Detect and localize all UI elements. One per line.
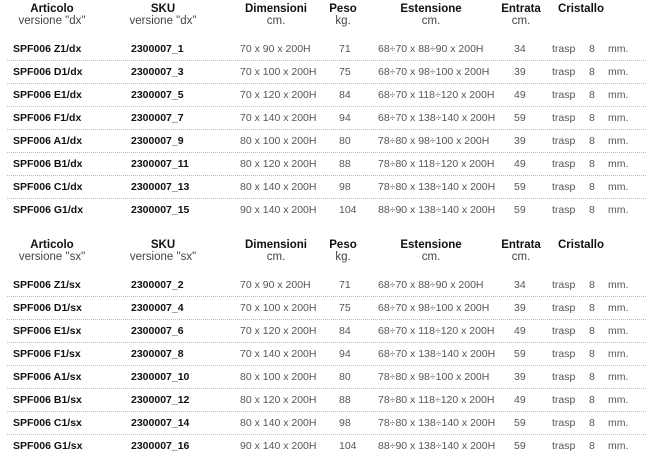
header-dimensioni-sub: cm.: [266, 251, 286, 263]
col-estensione: [386, 3, 476, 27]
cell-unit: mm.: [608, 394, 629, 406]
cell-entrata: 59: [514, 112, 526, 124]
cell-sku: 2300007_4: [131, 302, 184, 314]
header-cristallo: Cristallo: [557, 3, 604, 15]
cell-articolo: SPF006 Z1/dx: [13, 43, 82, 55]
cell-cristallo: trasp: [552, 302, 576, 314]
cell-cristallo: trasp: [552, 394, 576, 406]
cell-entrata: 34: [514, 43, 526, 55]
cell-spessore: 8: [589, 112, 595, 124]
cell-spessore: 8: [589, 66, 595, 78]
cell-dimensioni: 70 x 140 x 200H: [240, 112, 317, 124]
header-dimensioni: Dimensioni: [245, 3, 307, 15]
cell-entrata: 39: [514, 302, 526, 314]
cell-unit: mm.: [608, 325, 629, 337]
col-cristallo: [552, 239, 610, 251]
cell-articolo: SPF006 E1/dx: [13, 89, 82, 101]
header-entrata-sub: cm.: [511, 251, 531, 263]
cell-unit: mm.: [608, 348, 629, 360]
cell-cristallo: trasp: [552, 325, 576, 337]
header-sku-sub: versione "sx": [129, 251, 197, 263]
cell-articolo: SPF006 B1/sx: [13, 394, 82, 406]
cell-estensione: 68÷70 x 98÷100 x 200H: [378, 66, 490, 78]
cell-spessore: 8: [589, 394, 595, 406]
cell-unit: mm.: [608, 89, 629, 101]
cell-estensione: 68÷70 x 138÷140 x 200H: [378, 112, 496, 124]
cell-peso: 98: [339, 181, 351, 193]
cell-entrata: 39: [514, 371, 526, 383]
cell-cristallo: trasp: [552, 440, 576, 452]
cell-peso: 71: [339, 279, 351, 291]
cell-unit: mm.: [608, 112, 629, 124]
header-peso: Peso: [329, 239, 357, 251]
header-estensione: Estensione: [400, 3, 462, 15]
cell-dimensioni: 80 x 120 x 200H: [240, 394, 317, 406]
header-sku: SKU: [150, 239, 176, 251]
cell-sku: 2300007_12: [131, 394, 190, 406]
cell-dimensioni: 70 x 120 x 200H: [240, 325, 317, 337]
cell-estensione: 68÷70 x 88÷90 x 200H: [378, 43, 484, 55]
cell-spessore: 8: [589, 279, 595, 291]
cell-entrata: 59: [514, 348, 526, 360]
cell-cristallo: trasp: [552, 371, 576, 383]
col-articolo: [8, 239, 96, 263]
col-entrata: [497, 239, 545, 263]
cell-entrata: 59: [514, 440, 526, 452]
cell-estensione: 68÷70 x 118÷120 x 200H: [378, 89, 495, 101]
header-articolo-sub: versione "dx": [18, 15, 86, 27]
cell-articolo: SPF006 D1/sx: [13, 302, 82, 314]
cell-spessore: 8: [589, 440, 595, 452]
cell-entrata: 59: [514, 417, 526, 429]
col-cristallo: [552, 3, 610, 15]
cell-spessore: 8: [589, 371, 595, 383]
cell-sku: 2300007_6: [131, 325, 184, 337]
cell-peso: 75: [339, 302, 351, 314]
cell-peso: 88: [339, 158, 351, 170]
cell-articolo: SPF006 C1/dx: [13, 181, 83, 193]
table-row: [0, 435, 646, 458]
header-peso-sub: kg.: [335, 251, 351, 263]
cell-entrata: 49: [514, 89, 526, 101]
cell-entrata: 59: [514, 181, 526, 193]
col-peso: [327, 3, 359, 27]
cell-articolo: SPF006 B1/dx: [13, 158, 83, 170]
cell-estensione: 88÷90 x 138÷140 x 200H: [378, 204, 496, 216]
cell-estensione: 78÷80 x 138÷140 x 200H: [378, 417, 496, 429]
table-row: [0, 84, 646, 107]
cell-estensione: 68÷70 x 88÷90 x 200H: [378, 279, 484, 291]
cell-dimensioni: 80 x 140 x 200H: [240, 181, 317, 193]
cell-spessore: 8: [589, 325, 595, 337]
cell-sku: 2300007_16: [131, 440, 190, 452]
header-estensione-sub: cm.: [421, 251, 441, 263]
cell-cristallo: trasp: [552, 204, 576, 216]
cell-articolo: SPF006 G1/sx: [13, 440, 83, 452]
cell-entrata: 39: [514, 135, 526, 147]
cell-sku: 2300007_15: [131, 204, 190, 216]
cell-cristallo: trasp: [552, 348, 576, 360]
cell-cristallo: trasp: [552, 66, 576, 78]
header-entrata: Entrata: [501, 3, 541, 15]
cell-peso: 94: [339, 112, 351, 124]
cell-dimensioni: 70 x 90 x 200H: [240, 43, 311, 55]
table-row: [0, 389, 646, 412]
table-row: [0, 153, 646, 176]
header-articolo: Articolo: [30, 3, 74, 15]
cell-peso: 75: [339, 66, 351, 78]
table-row: [0, 412, 646, 435]
cell-estensione: 68÷70 x 138÷140 x 200H: [378, 348, 496, 360]
table-header: [0, 236, 646, 274]
header-cristallo: Cristallo: [557, 239, 604, 251]
cell-cristallo: trasp: [552, 417, 576, 429]
cell-peso: 88: [339, 394, 351, 406]
cell-entrata: 39: [514, 66, 526, 78]
cell-sku: 2300007_3: [131, 66, 184, 78]
cell-spessore: 8: [589, 181, 595, 193]
cell-spessore: 8: [589, 43, 595, 55]
header-sku: SKU: [150, 3, 176, 15]
cell-spessore: 8: [589, 302, 595, 314]
cell-dimensioni: 80 x 100 x 200H: [240, 135, 317, 147]
cell-sku: 2300007_2: [131, 279, 184, 291]
cell-peso: 71: [339, 43, 351, 55]
cell-dimensioni: 90 x 140 x 200H: [240, 204, 317, 216]
cell-peso: 104: [339, 440, 357, 452]
cell-unit: mm.: [608, 135, 629, 147]
cell-estensione: 78÷80 x 118÷120 x 200H: [378, 394, 495, 406]
cell-unit: mm.: [608, 371, 629, 383]
cell-spessore: 8: [589, 135, 595, 147]
col-peso: [327, 239, 359, 263]
cell-articolo: SPF006 A1/sx: [13, 371, 82, 383]
cell-dimensioni: 70 x 90 x 200H: [240, 279, 311, 291]
cell-unit: mm.: [608, 204, 629, 216]
cell-cristallo: trasp: [552, 279, 576, 291]
table-row: [0, 61, 646, 84]
cell-peso: 80: [339, 135, 351, 147]
cell-sku: 2300007_9: [131, 135, 184, 147]
header-dimensioni-sub: cm.: [266, 15, 286, 27]
cell-articolo: SPF006 Z1/sx: [13, 279, 81, 291]
cell-peso: 98: [339, 417, 351, 429]
cell-estensione: 88÷90 x 138÷140 x 200H: [378, 440, 496, 452]
col-dimensioni: [236, 239, 316, 263]
cell-unit: mm.: [608, 158, 629, 170]
header-peso-sub: kg.: [335, 15, 351, 27]
header-dimensioni: Dimensioni: [245, 239, 307, 251]
cell-entrata: 34: [514, 279, 526, 291]
cell-dimensioni: 80 x 140 x 200H: [240, 417, 317, 429]
header-estensione: Estensione: [400, 239, 462, 251]
cell-unit: mm.: [608, 43, 629, 55]
cell-dimensioni: 80 x 100 x 200H: [240, 371, 317, 383]
table-row: [0, 176, 646, 199]
cell-cristallo: trasp: [552, 89, 576, 101]
cell-dimensioni: 70 x 100 x 200H: [240, 302, 317, 314]
cell-articolo: SPF006 A1/dx: [13, 135, 83, 147]
cell-dimensioni: 70 x 100 x 200H: [240, 66, 317, 78]
cell-articolo: SPF006 F1/sx: [13, 348, 81, 360]
cell-articolo: SPF006 D1/dx: [13, 66, 83, 78]
cell-spessore: 8: [589, 417, 595, 429]
table-sx: [0, 236, 646, 458]
cell-estensione: 68÷70 x 118÷120 x 200H: [378, 325, 495, 337]
cell-unit: mm.: [608, 66, 629, 78]
header-articolo-sub: versione "sx": [18, 251, 86, 263]
cell-articolo: SPF006 G1/dx: [13, 204, 84, 216]
cell-spessore: 8: [589, 204, 595, 216]
table-dx: [0, 0, 646, 222]
cell-spessore: 8: [589, 348, 595, 360]
cell-cristallo: trasp: [552, 181, 576, 193]
table-row: [0, 320, 646, 343]
cell-dimensioni: 80 x 120 x 200H: [240, 158, 317, 170]
col-sku: [118, 239, 208, 263]
table-header: [0, 0, 646, 38]
cell-estensione: 78÷80 x 118÷120 x 200H: [378, 158, 495, 170]
cell-spessore: 8: [589, 158, 595, 170]
table-row: [0, 38, 646, 61]
cell-peso: 84: [339, 89, 351, 101]
col-articolo: [8, 3, 96, 27]
cell-entrata: 49: [514, 158, 526, 170]
cell-peso: 104: [339, 204, 357, 216]
table-row: [0, 366, 646, 389]
header-sku-sub: versione "dx": [129, 15, 197, 27]
cell-cristallo: trasp: [552, 158, 576, 170]
table-row: [0, 199, 646, 222]
cell-unit: mm.: [608, 302, 629, 314]
cell-unit: mm.: [608, 417, 629, 429]
cell-cristallo: trasp: [552, 135, 576, 147]
col-entrata: [497, 3, 545, 27]
table-row: [0, 297, 646, 320]
cell-estensione: 68÷70 x 98÷100 x 200H: [378, 302, 490, 314]
cell-peso: 80: [339, 371, 351, 383]
header-entrata: Entrata: [501, 239, 541, 251]
cell-dimensioni: 70 x 140 x 200H: [240, 348, 317, 360]
cell-dimensioni: 70 x 120 x 200H: [240, 89, 317, 101]
cell-unit: mm.: [608, 440, 629, 452]
cell-spessore: 8: [589, 89, 595, 101]
cell-articolo: SPF006 F1/dx: [13, 112, 82, 124]
cell-peso: 84: [339, 325, 351, 337]
col-sku: [118, 3, 208, 27]
cell-unit: mm.: [608, 181, 629, 193]
cell-sku: 2300007_7: [131, 112, 184, 124]
cell-estensione: 78÷80 x 138÷140 x 200H: [378, 181, 496, 193]
table-row: [0, 274, 646, 297]
cell-estensione: 78÷80 x 98÷100 x 200H: [378, 135, 490, 147]
header-articolo: Articolo: [30, 239, 74, 251]
header-entrata-sub: cm.: [511, 15, 531, 27]
table-row: [0, 130, 646, 153]
cell-entrata: 59: [514, 204, 526, 216]
header-estensione-sub: cm.: [421, 15, 441, 27]
cell-sku: 2300007_13: [131, 181, 190, 193]
cell-articolo: SPF006 E1/sx: [13, 325, 82, 337]
cell-sku: 2300007_8: [131, 348, 184, 360]
cell-peso: 94: [339, 348, 351, 360]
cell-sku: 2300007_10: [131, 371, 190, 383]
header-peso: Peso: [329, 3, 357, 15]
cell-entrata: 49: [514, 325, 526, 337]
cell-cristallo: trasp: [552, 43, 576, 55]
cell-sku: 2300007_11: [131, 158, 189, 170]
cell-sku: 2300007_1: [131, 43, 184, 55]
cell-cristallo: trasp: [552, 112, 576, 124]
cell-sku: 2300007_14: [131, 417, 190, 429]
cell-estensione: 78÷80 x 98÷100 x 200H: [378, 371, 490, 383]
cell-entrata: 49: [514, 394, 526, 406]
col-estensione: [386, 239, 476, 263]
col-dimensioni: [236, 3, 316, 27]
cell-articolo: SPF006 C1/sx: [13, 417, 82, 429]
cell-sku: 2300007_5: [131, 89, 184, 101]
cell-unit: mm.: [608, 279, 629, 291]
table-row: [0, 107, 646, 130]
table-row: [0, 343, 646, 366]
cell-dimensioni: 90 x 140 x 200H: [240, 440, 317, 452]
